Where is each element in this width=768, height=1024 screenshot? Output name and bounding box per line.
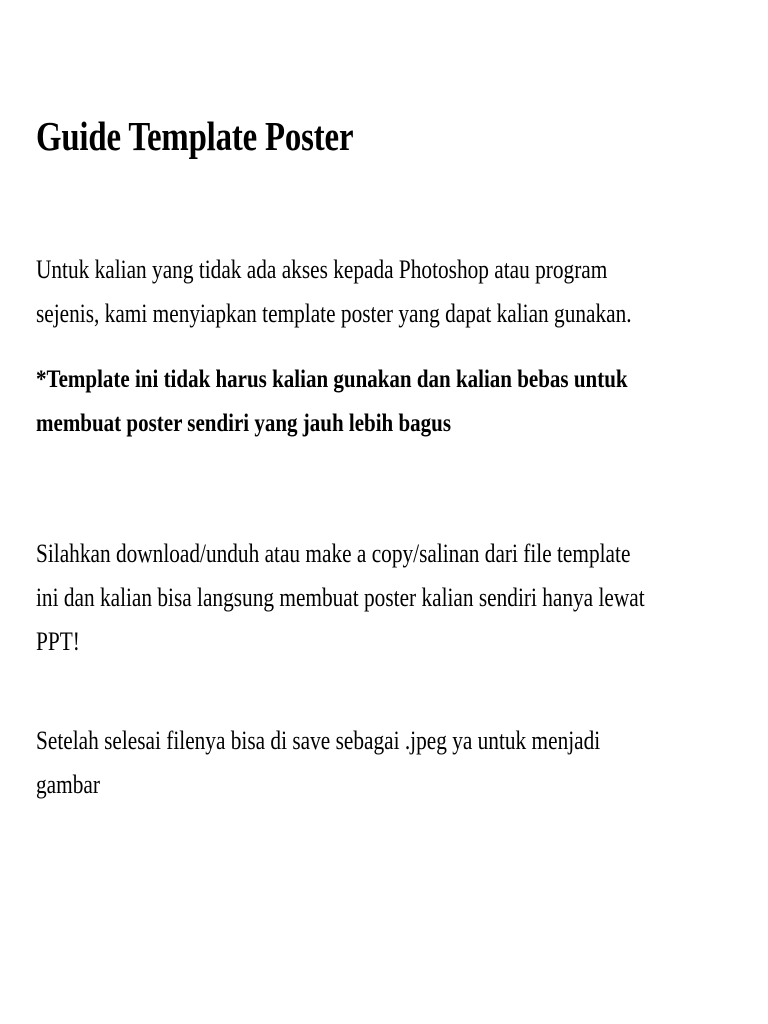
- save-paragraph: [36, 719, 733, 807]
- save-line-1: Setelah selesai filenya bisa di save sebagai .jpeg ya untuk menjadi: [36, 726, 601, 755]
- instructions-line-3: PPT!: [36, 627, 80, 656]
- note-line-1: *Template ini tidak harus kalian gunakan dan kalian bebas untuk: [36, 366, 628, 393]
- note-line-2: membuat poster sendiri yang jauh lebih bagus: [36, 410, 452, 437]
- intro-line-2: sejenis, kami menyiapkan template poster yang dapat kalian gunakan.: [36, 299, 632, 328]
- instructions-line-1: Silahkan download/unduh atau make a copy/salinan dari file template: [36, 539, 631, 568]
- intro-line-1: Untuk kalian yang tidak ada akses kepada Photoshop atau program: [36, 255, 608, 284]
- instructions-paragraph: [36, 532, 733, 664]
- intro-paragraph: [36, 248, 733, 336]
- save-line-2: gambar: [36, 770, 100, 799]
- document-title: Guide Template Poster: [36, 113, 354, 159]
- instructions-line-2: ini dan kalian bisa langsung membuat poster kalian sendiri hanya lewat: [36, 583, 645, 612]
- note-paragraph: [36, 358, 750, 446]
